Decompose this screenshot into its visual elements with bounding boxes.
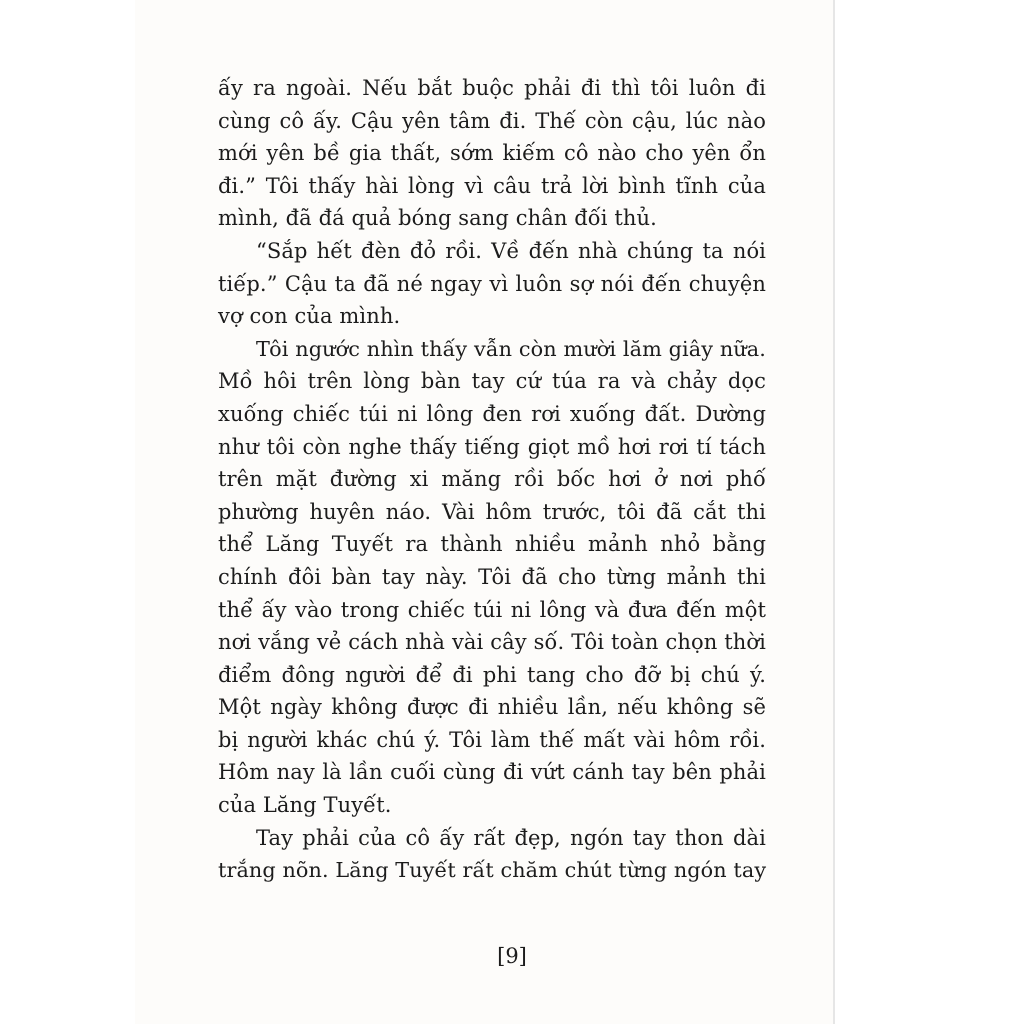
text-line: như tôi còn nghe thấy tiếng giọt mồ hơi rơi tí tách <box>218 434 766 459</box>
page-number: [9] <box>497 944 527 968</box>
text-line: Mồ hôi trên lòng bàn tay cứ túa ra và chảy dọc <box>218 369 766 394</box>
page-edge <box>833 0 835 1024</box>
text-line: chính đôi bàn tay này. Tôi đã cho từng mảnh thi <box>218 564 766 589</box>
text-line: trắng nõn. Lăng Tuyết rất chăm chút từng ngón tay <box>218 858 767 883</box>
text-line: nơi vắng vẻ cách nhà vài cây số. Tôi toàn chọn thời <box>218 630 766 655</box>
text-line: xuống chiếc túi ni lông đen rơi xuống đất. Dường <box>218 401 766 426</box>
text-line: mình, đã đá quả bóng sang chân đối thủ. <box>218 206 657 231</box>
text-line: Một ngày không được đi nhiều lần, nếu không sẽ <box>218 695 766 720</box>
paragraph <box>218 822 766 887</box>
text-line: vợ con của mình. <box>218 304 401 329</box>
text-line: điểm đông người để đi phi tang cho đỡ bị chú ý. <box>218 662 766 687</box>
text-line: “Sắp hết đèn đỏ rồi. Về đến nhà chúng ta nói <box>256 238 766 263</box>
text-line: đi.” Tôi thấy hài lòng vì câu trả lời bình tĩnh của <box>218 173 766 198</box>
text-line: Tôi ngước nhìn thấy vẫn còn mười lăm giây nữa. <box>256 336 766 361</box>
text-line: tiếp.” Cậu ta đã né ngay vì luôn sợ nói đến chuyện <box>218 271 766 296</box>
text-line: của Lăng Tuyết. <box>218 793 392 818</box>
paragraph <box>218 235 766 333</box>
text-line: phường huyên náo. Vài hôm trước, tôi đã cắt thi <box>218 499 766 524</box>
text-line: trên mặt đường xi măng rồi bốc hơi ở nơi phố <box>218 467 766 492</box>
text-line: Tay phải của cô ấy rất đẹp, ngón tay thon dài <box>256 825 766 850</box>
paragraph <box>218 333 766 822</box>
text-line: Hôm nay là lần cuối cùng đi vứt cánh tay bên phải <box>218 760 766 785</box>
text-line: thể ấy vào trong chiếc túi ni lông và đưa đến một <box>218 597 766 622</box>
text-line: mới yên bề gia thất, sớm kiếm cô nào cho yên ổn <box>218 141 766 166</box>
text-line: thể Lăng Tuyết ra thành nhiều mảnh nhỏ bằng <box>218 532 766 557</box>
paragraph <box>218 72 766 235</box>
text-line: ấy ra ngoài. Nếu bắt buộc phải đi thì tôi luôn đi <box>218 76 766 100</box>
body-text <box>218 72 766 887</box>
text-line: cùng cô ấy. Cậu yên tâm đi. Thế còn cậu, lúc nào <box>218 108 766 133</box>
text-line: bị người khác chú ý. Tôi làm thế mất vài hôm rồi. <box>218 727 766 752</box>
